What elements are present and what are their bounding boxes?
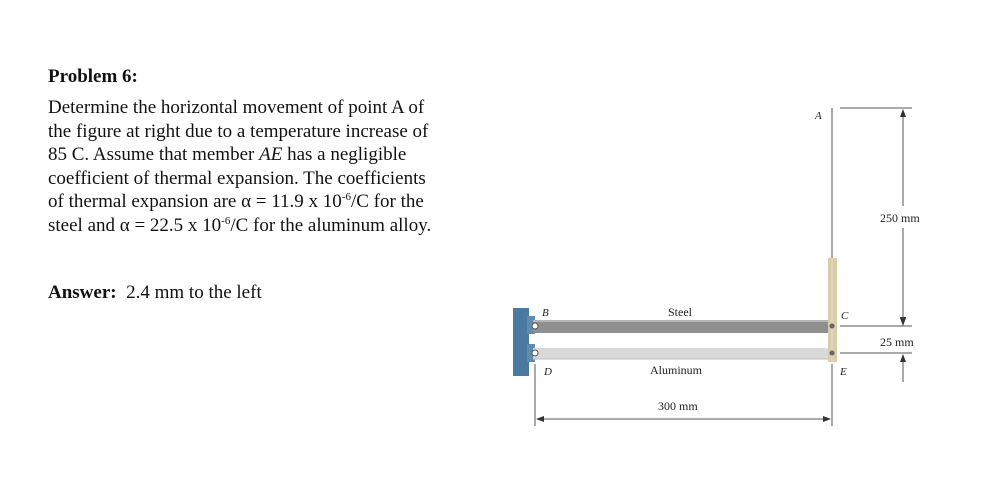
steel-label: Steel	[668, 305, 692, 319]
statement-line-1: Determine the horizontal movement of point A of	[48, 97, 425, 118]
pin-c	[830, 324, 835, 329]
aluminum-alpha-text: steel and α = 22.5 x 10	[48, 214, 222, 236]
pin-d	[532, 350, 538, 356]
steel-alpha-unit: /C for the	[350, 191, 424, 212]
aluminum-alpha-unit: /C for the aluminum alloy.	[230, 214, 432, 236]
steel-alpha-exponent: -6	[341, 191, 351, 203]
aluminum-alpha-exponent: -6	[221, 214, 231, 227]
answer-value: 2.4 mm to the left	[126, 282, 262, 303]
steel-alpha-text: of thermal expansion are α = 11.9 x 10	[48, 191, 342, 212]
label-d: D	[544, 366, 552, 378]
label-e: E	[840, 366, 847, 378]
aluminum-bar	[533, 348, 829, 359]
dimension-label-300: 300 mm	[658, 399, 698, 413]
statement-line-2: the figure at right due to a temperature increase of	[48, 120, 429, 142]
statement-line-3b: has a negligible	[282, 144, 407, 165]
answer-label: Answer:	[48, 282, 117, 303]
member-ae-label: AE	[259, 144, 283, 165]
problem-title: Problem 6:	[48, 66, 138, 87]
label-c: C	[841, 310, 849, 322]
label-b: B	[542, 307, 549, 319]
label-a: A	[815, 110, 822, 122]
pin-e	[830, 351, 835, 356]
aluminum-label: Aluminum	[650, 363, 703, 377]
pin-b	[532, 323, 538, 329]
statement-line-3a: 85 C. Assume that member	[48, 144, 260, 165]
statement-line-4: coefficient of thermal expansion. The coefficients	[48, 167, 426, 189]
dimension-label-25: 25 mm	[880, 335, 914, 349]
wall-support	[513, 308, 529, 376]
dimension-label-250: 250 mm	[880, 211, 920, 225]
